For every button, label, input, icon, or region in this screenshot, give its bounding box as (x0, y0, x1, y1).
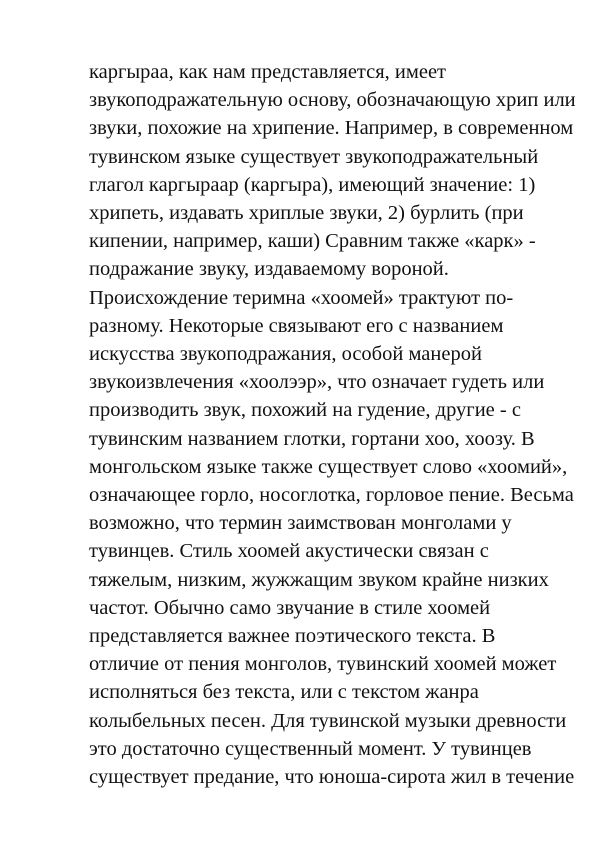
text-line: монгольском языке также существует слово «хоомий», (89, 455, 568, 478)
text-line: производить звук, похожий на гудение, другие - с (89, 399, 521, 422)
text-line: частот. Обычно само звучание в стиле хоомей (89, 596, 491, 619)
text-line: возможно, что термин заимствован монголами у (89, 512, 512, 535)
text-line: разному. Некоторые связывают его с названием (89, 314, 504, 337)
text-line: колыбельных песен. Для тувинской музыки древности (89, 709, 567, 732)
text-line: Происхождение теримна «хоомей» трактуют по- (89, 286, 514, 309)
text-line: подражание звуку, издаваемому вороной. (89, 258, 449, 281)
text-line: исполняться без текста, или с текстом жанра (89, 681, 479, 704)
text-line: существует предание, что юноша-сирота жил в течение (89, 766, 575, 789)
text-line: искусства звукоподражания, особой манерой (89, 343, 482, 366)
text-line: звукоподражательную основу, обозначающую хрип или (89, 89, 576, 112)
text-line: это достаточно существенный момент. У тувинцев (89, 737, 532, 760)
text-line: звуки, похожие на хрипение. Например, в современном (89, 117, 574, 140)
text-line: кипении, например, каши) Сравним также «карк» - (89, 230, 536, 253)
text-line: тувинском языке существует звукоподражательный (89, 145, 539, 168)
text-line: тяжелым, низким, жужжащим звуком крайне низких (89, 568, 549, 591)
text-line: тувинским названием глотки, гортани хоо, хоозу. В (89, 427, 535, 450)
text-line: глагол каргыраар (каргыра), имеющий значение: 1) (89, 173, 536, 196)
text-line: тувинцев. Стиль хоомей акустически связан с (89, 540, 489, 563)
body-text (89, 58, 576, 791)
text-line: звукоизвлечения «хоолээр», что означает гудеть или (89, 371, 545, 394)
text-line: хрипеть, издавать хриплые звуки, 2) бурлить (при (89, 202, 524, 225)
text-line: означающее горло, носоглотка, горловое пение. Весьма (89, 484, 574, 507)
text-line: представляется важнее поэтического текста. В (89, 625, 496, 648)
text-line: отличие от пения монголов, тувинский хоомей может (89, 653, 557, 676)
text-line: каргыраа, как нам представляется, имеет (89, 61, 447, 83)
